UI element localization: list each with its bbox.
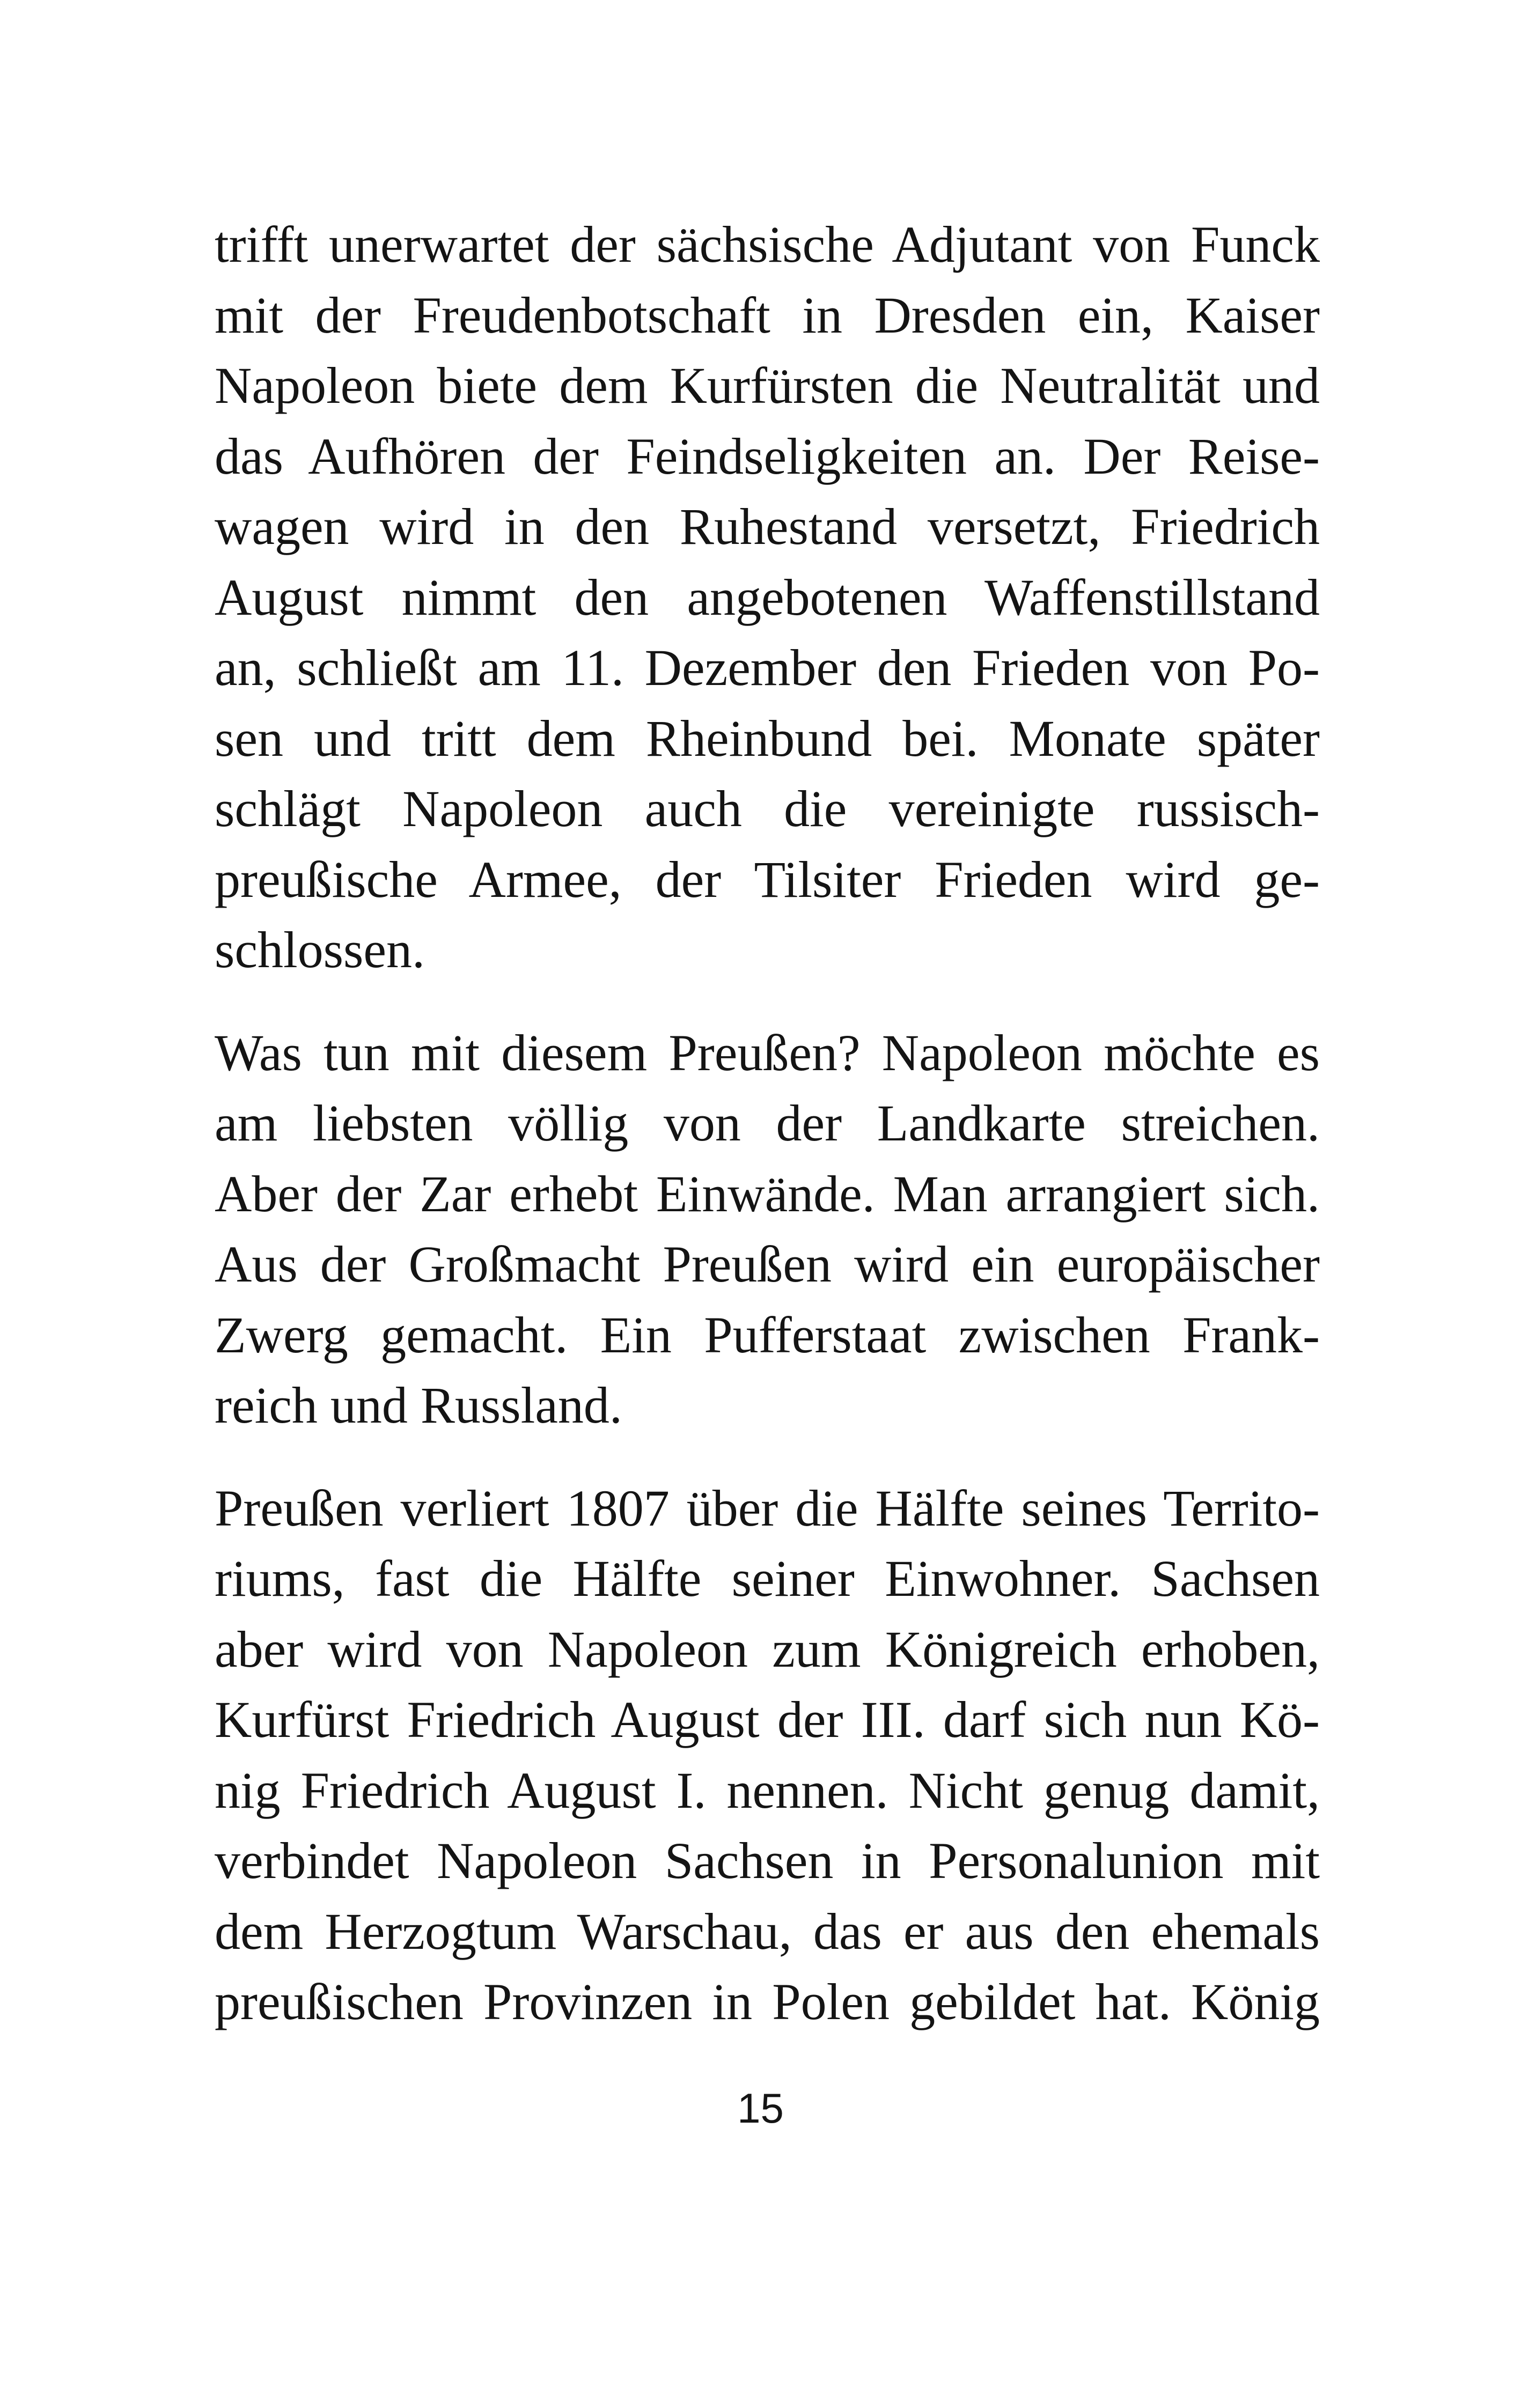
text-line: schlägt Napoleon auch die vereinigte russisch- [215, 780, 1320, 837]
text-line: riums, fast die Hälfte seiner Einwohner. Sachsen [215, 1550, 1320, 1607]
page-number: 15 [737, 2085, 784, 2132]
text-line: Aber der Zar erhebt Einwände. Man arrangiert sich. [215, 1165, 1320, 1223]
text-line: August nimmt den angebotenen Waffenstillstand [215, 568, 1320, 626]
paragraph-spacer [215, 1441, 1320, 1473]
text-line: verbindet Napoleon Sachsen in Personalunion mit [215, 1832, 1320, 1889]
paragraph-spacer [215, 985, 1320, 1018]
text-line: Preußen verliert 1807 über die Hälfte seines Territo- [215, 1479, 1320, 1537]
text-line: preußische Armee, der Tilsiter Frieden wird ge- [215, 850, 1320, 908]
text-line: am liebsten völlig von der Landkarte streichen. [215, 1094, 1320, 1152]
text-line: Napoleon biete dem Kurfürsten die Neutralität und [215, 357, 1320, 414]
text-line: das Aufhören der Feindseligkeiten an. Der Reise- [215, 427, 1320, 485]
text-line: dem Herzogtum Warschau, das er aus den ehemals [215, 1902, 1320, 1960]
text-line: Zwerg gemacht. Ein Pufferstaat zwischen Frank- [215, 1306, 1320, 1364]
text-line: Kurfürst Friedrich August der III. darf sich nun Kö- [215, 1691, 1320, 1748]
text-line: preußischen Provinzen in Polen gebildet hat. König [215, 1973, 1320, 2030]
text-line: reich und Russland. [215, 1376, 622, 1434]
text-line: an, schließt am 11. Dezember den Frieden von Po- [215, 639, 1320, 696]
paragraph-3 [215, 1473, 1320, 2037]
text-line: Aus der Großmacht Preußen wird ein europäischer [215, 1235, 1320, 1293]
text-line: schlossen. [215, 921, 425, 978]
paragraph-2 [215, 1018, 1320, 1441]
text-line: aber wird von Napoleon zum Königreich erhoben, [215, 1620, 1320, 1678]
text-line: trifft unerwartet der sächsische Adjutant von Funck [215, 216, 1320, 273]
paragraph-1 [215, 209, 1320, 985]
text-line: mit der Freudenbotschaft in Dresden ein, Kaiser [215, 286, 1320, 344]
text-line: wagen wird in den Ruhestand versetzt, Friedrich [215, 498, 1320, 555]
body-text [215, 209, 1320, 2037]
text-line: sen und tritt dem Rheinbund bei. Monate später [215, 709, 1320, 767]
text-line: Was tun mit diesem Preußen? Napoleon möchte es [215, 1023, 1320, 1081]
text-line: nig Friedrich August I. nennen. Nicht genug damit, [215, 1761, 1320, 1819]
